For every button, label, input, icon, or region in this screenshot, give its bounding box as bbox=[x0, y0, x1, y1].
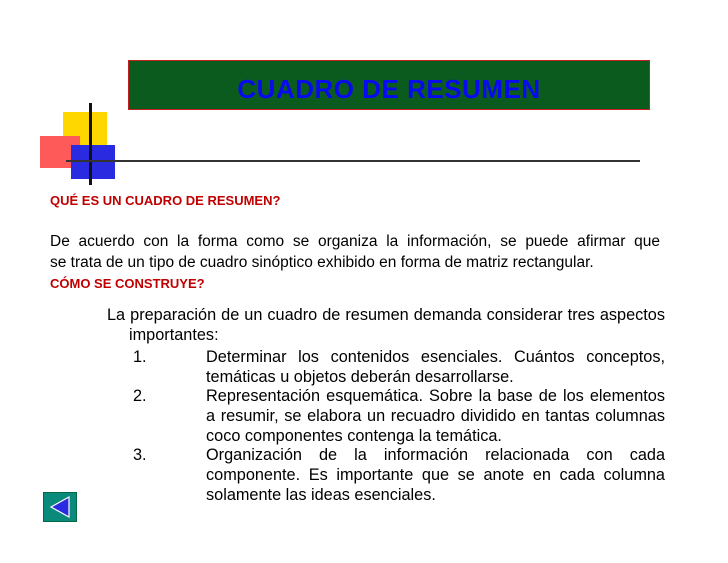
definition-line: se trata de un tipo de cuadro sinóptico exhibido en forma de matriz rectangular. bbox=[50, 254, 594, 271]
definition-line: De acuerdo con la forma como se organiza la información, se puede afirmar que bbox=[50, 233, 660, 250]
step-line: Determinar los contenidos esenciales. Cuántos conceptos, bbox=[206, 348, 665, 366]
step-text bbox=[206, 347, 665, 387]
step-line: a resumir, se elabora un recuadro dividido en tantas columnas bbox=[206, 407, 665, 425]
step-line: solamente las ideas esenciales. bbox=[206, 486, 436, 504]
step-number: 3. bbox=[133, 446, 147, 464]
step-text bbox=[206, 386, 665, 446]
step-line: Organización de la información relacionada con cada bbox=[206, 446, 665, 464]
decor-horizontal-line bbox=[66, 160, 640, 162]
intro-paragraph bbox=[107, 305, 665, 345]
section-heading-what: QUÉ ES UN CUADRO DE RESUMEN? bbox=[50, 193, 281, 208]
list-item bbox=[133, 347, 665, 387]
step-number: 1. bbox=[133, 348, 147, 366]
section-heading-how: CÓMO SE CONSTRUYE? bbox=[50, 276, 205, 291]
title-banner bbox=[128, 60, 650, 110]
intro-line: La preparación de un cuadro de resumen demanda considerar tres aspectos bbox=[107, 306, 665, 324]
step-line: Representación esquemática. Sobre la base de los elementos bbox=[206, 387, 665, 405]
back-arrow-icon bbox=[44, 493, 76, 521]
list-item bbox=[133, 386, 665, 446]
back-button[interactable] bbox=[43, 492, 77, 522]
step-line: coco componentes contenga la temática. bbox=[206, 427, 502, 445]
list-item bbox=[133, 445, 665, 505]
step-line: temáticas u objetos deberán desarrollarse. bbox=[206, 368, 514, 386]
step-number: 2. bbox=[133, 387, 147, 405]
step-text bbox=[206, 445, 665, 505]
decor-vertical-line bbox=[89, 103, 92, 185]
slide-title: CUADRO DE RESUMEN bbox=[237, 74, 541, 104]
step-line: componente. Es importante que se anote en cada columna bbox=[206, 466, 665, 484]
definition-paragraph bbox=[50, 231, 660, 273]
decor-blue-square bbox=[71, 145, 115, 179]
intro-line: importantes: bbox=[129, 326, 219, 344]
